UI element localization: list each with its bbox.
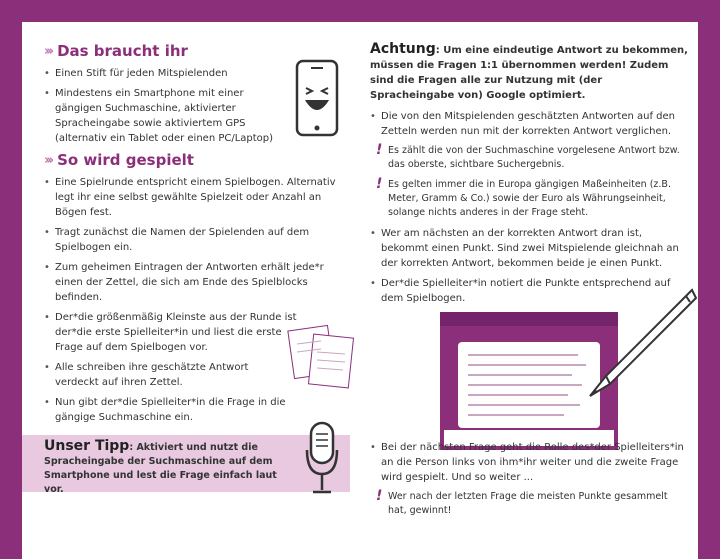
- list-item: • Wer am nächsten an der korrekten Antwort dran ist, bekommt einen Punkt. Sind zwei Mitspielende gleichnah an der korrekten Antwort, bekommen beide je einen Punkt.: [370, 226, 688, 271]
- heading-text: Das braucht ihr: [57, 42, 188, 60]
- list-item: • Nun gibt der*die Spielleiter*in die Frage in die gängige Suchmaschine ein.: [44, 395, 315, 425]
- list-item: • Der*die größenmäßig Kleinste aus der Runde ist der*die erste Spielleiter*in und liest die erste Frage auf dem Spielbogen vor.: [44, 310, 305, 355]
- exclamation-icon: !: [376, 488, 383, 504]
- note: [376, 144, 688, 172]
- list-item: • Tragt zunächst die Namen der Spielenden auf dem Spielbogen ein.: [44, 225, 344, 255]
- rules-list: [370, 440, 688, 485]
- list-item: • Der*die Spielleiter*in notiert die Punkte entsprechend auf dem Spielbogen.: [370, 276, 688, 306]
- rules-list: [370, 109, 688, 139]
- list-item: • Mindestens ein Smartphone mit einer gängigen Suchmaschine, aktivierter Spracheingabe sowie aktiviertem GPS (alternativ ein Tablet oder einen PC/Laptop): [44, 86, 284, 146]
- chevron-right-icon: ›››: [44, 152, 52, 168]
- chevron-right-icon: ›››: [44, 43, 52, 59]
- note-text: Wer nach der letzten Frage die meisten Punkte gesammelt hat, gewinnt!: [388, 491, 668, 516]
- laughing-phone-icon: [294, 58, 340, 138]
- right-column-bottom: [370, 440, 688, 524]
- list-item: • Bei der nächsten Frage geht die Rolle des*der Spielleiters*in an die Person links von ihm*ihr weiter und die zweite Frage wird gespielt. Und so weiter ...: [370, 440, 688, 485]
- exclamation-icon: !: [376, 176, 383, 192]
- list-item: • Einen Stift für jeden Mitspielenden: [44, 66, 284, 81]
- warning-body: : Um eine eindeutige Antwort zu bekommen, müssen die Fragen 1:1 übernommen werden! Zudem sind die Fragen alle zur Nutzung mit (der Spracheingabe von) Google optimiert.: [370, 45, 688, 101]
- right-column: [370, 42, 688, 311]
- exclamation-icon: !: [376, 142, 383, 158]
- warning-heading: Achtung: [370, 41, 436, 57]
- sheet-question-card: [458, 342, 600, 428]
- list-item: • Eine Spielrunde entspricht einem Spielbogen. Alternativ legt ihr eine selbst gewählte Spielzeit oder Anzahl an Bögen fest.: [44, 175, 344, 220]
- pencil-icon: [582, 284, 698, 404]
- note: [376, 178, 688, 220]
- note-text: Es gelten immer die in Europa gängigen Maßeinheiten (z.B. Meter, Gramm & Co.) sowie der Euro als Währungseinheit, solange nichts anderes in der Frage steht.: [388, 179, 671, 218]
- tip-heading: Unser Tipp: [44, 438, 130, 454]
- microphone-icon: [305, 420, 339, 500]
- note-text: Es zählt die von der Suchmaschine vorgelesene Antwort bzw. das oberste, sichtbare Suchergebnis.: [388, 145, 680, 170]
- tip-body: : Aktiviert und nutzt die Spracheingabe der Suchmaschine auf dem Smartphone und lest die Frage einfach laut vor.: [44, 442, 277, 495]
- tip-text: [44, 439, 294, 497]
- warning-paragraph: [370, 42, 688, 103]
- instruction-page: [22, 22, 698, 559]
- list-item: • Die von den Mitspielenden geschätzten Antworten auf den Zetteln werden nun mit der korrekten Antwort verglichen.: [370, 109, 688, 139]
- note: [376, 490, 688, 518]
- list-item: • Alle schreiben ihre geschätzte Antwort verdeckt auf ihren Zettel.: [44, 360, 285, 390]
- needs-list: [44, 66, 284, 146]
- tip-box: [22, 435, 350, 495]
- section-heading-howto: [44, 151, 344, 169]
- heading-text: So wird gespielt: [57, 151, 194, 169]
- list-item: • Zum geheimen Eintragen der Antworten erhält jede*r einen der Zettel, die sich am Ende des Spielblocks befinden.: [44, 260, 344, 305]
- score-sheets-illustration: [287, 322, 357, 392]
